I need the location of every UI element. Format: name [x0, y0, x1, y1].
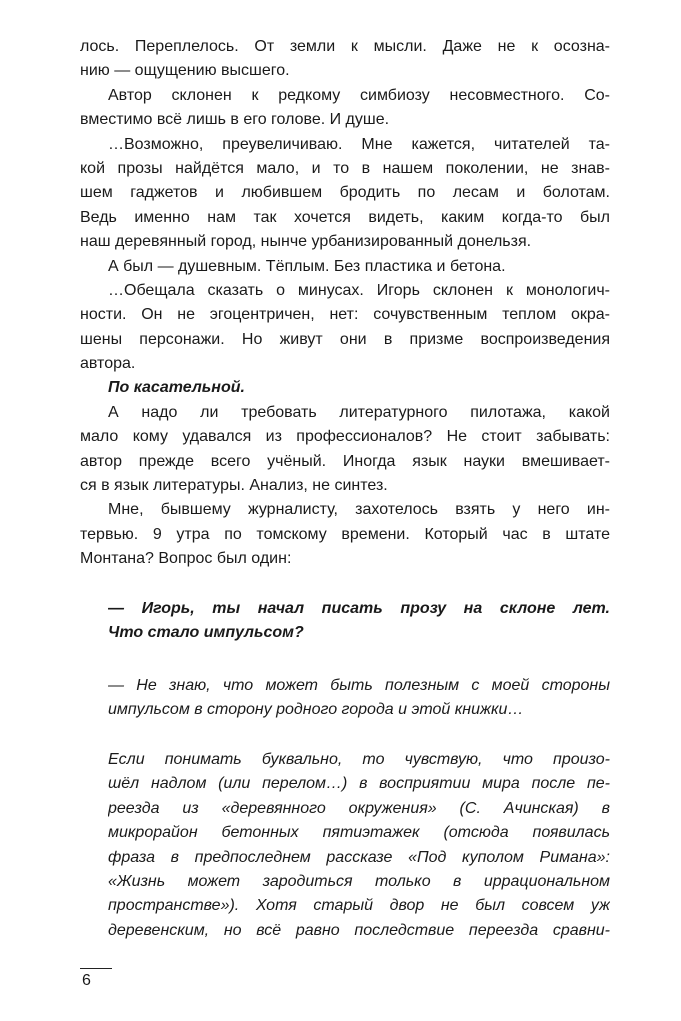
text-line: тервью. 9 утра по томскому времени. Который час в штате [80, 525, 610, 543]
text-line: вместимо всё лишь в его голове. И душе. [80, 111, 390, 129]
text-line: Если понимать буквально, то чувствую, что произо- [108, 751, 610, 768]
text-line: автор прежде всего учёный. Иногда язык науки вмешивает- [80, 452, 610, 470]
text-line: …Обещала сказать о минусах. Игорь склонен к монологич- [108, 281, 610, 299]
text-line: импульсом в сторону родного города и этой книжки… [108, 701, 524, 719]
interview-question [108, 597, 610, 646]
text-line: нию — ощущению высшего. [80, 62, 290, 80]
text-line: — Не знаю, что может быть полезным с моей стороны [108, 677, 610, 694]
text-line: ся в язык литературы. Анализ, не синтез. [80, 477, 388, 495]
text-line: деревенским, но всё равно последствие переезда сравни- [108, 921, 610, 939]
text-line: Автор склонен к редкому симбиозу несовместного. Со- [108, 86, 610, 104]
page-number-rule [80, 968, 112, 969]
text-line: ности. Он не эгоцентричен, нет: сочувственным теплом окра- [80, 306, 610, 324]
body-text [80, 35, 610, 572]
text-line: микрорайон бетонных пятиэтажек (отсюда появилась [108, 824, 610, 842]
interview-answer [108, 748, 610, 943]
text-line: По касательной. [108, 379, 245, 397]
text-line: фраза в предпоследнем рассказе «Под куполом Римана»: [108, 848, 610, 866]
text-line: Ведь именно нам так хочется видеть, каким когда-то был [80, 208, 610, 226]
text-line: реезда из «деревянного окружения» (С. Ачинская) в [108, 799, 610, 817]
text-line: шем гаджетов и любившем бродить по лесам и болотам. [80, 184, 610, 202]
text-line: наш деревянный город, нынче урбанизированный донельзя. [80, 233, 532, 251]
text-line: Мне, бывшему журналисту, захотелось взять у него ин- [108, 501, 610, 519]
text-line: А надо ли требовать литературного пилотажа, какой [108, 403, 610, 421]
text-line: кой прозы найдётся мало, и то в нашем поколении, не знав- [80, 159, 610, 177]
text-line: шены персонажи. Но живут они в призме воспроизведения [80, 330, 610, 348]
interview-answer-intro [108, 674, 610, 723]
text-line: автора. [80, 355, 136, 373]
text-line: Монтана? Вопрос был один: [80, 550, 292, 568]
page-number: 6 [82, 972, 91, 989]
text-line: лось. Переплелось. От земли к мысли. Даже не к осозна- [80, 38, 610, 55]
text-line: мало кому удавался из профессионалов? Не стоит забывать: [80, 428, 610, 446]
text-line: …Возможно, преувеличиваю. Мне кажется, читателей та- [108, 135, 610, 153]
text-line: — Игорь, ты начал писать прозу на склоне лет. [108, 600, 610, 617]
text-line: «Жизнь может зародиться только в иррациональном [108, 872, 610, 890]
text-line: А был — душевным. Тёплым. Без пластика и бетона. [108, 257, 506, 275]
text-line: Что стало импульсом? [108, 624, 304, 642]
text-line: пространстве»). Хотя старый двор не был совсем уж [108, 897, 610, 915]
text-line: шёл надлом (или перелом…) в восприятии мира после пе- [108, 775, 610, 793]
